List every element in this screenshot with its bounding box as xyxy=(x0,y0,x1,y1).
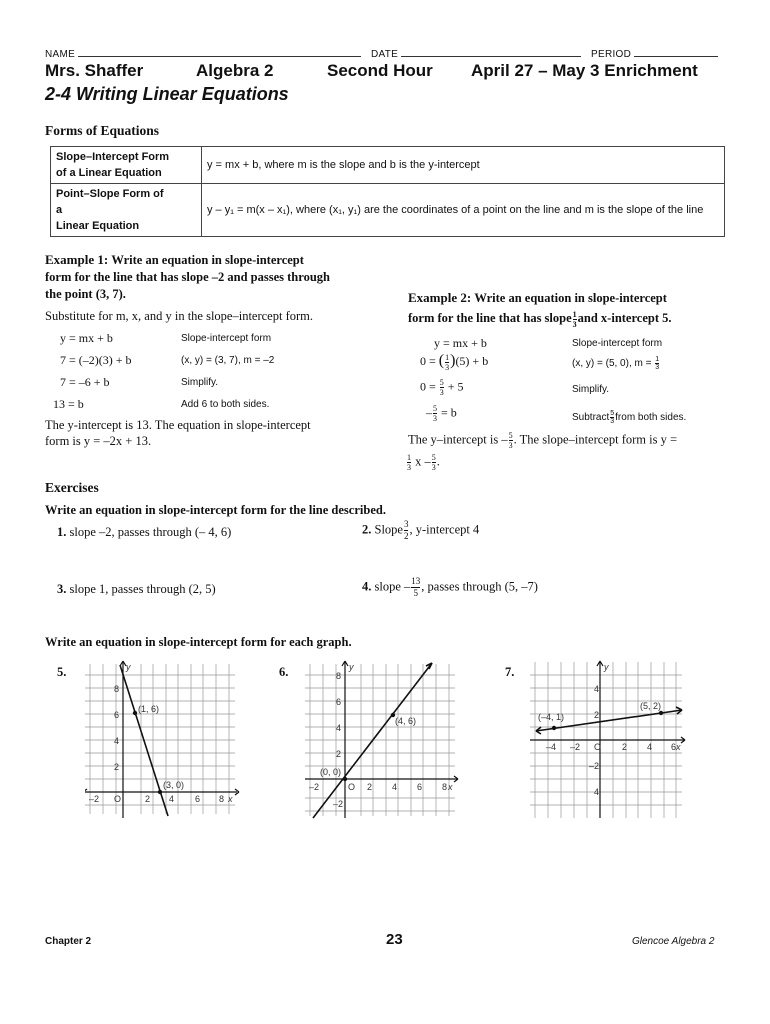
tick-label: 8 xyxy=(336,671,342,681)
fraction-denominator: 3 xyxy=(407,463,411,472)
form-name-cell xyxy=(51,147,202,184)
form-name-line: Slope–Intercept Form xyxy=(56,151,170,163)
page-number: 23 xyxy=(386,931,403,948)
example2-step-eq: y = mx + b xyxy=(434,336,487,350)
tick-label: 2 xyxy=(367,782,373,792)
axis-label-y: y xyxy=(349,662,354,672)
example2-step-eq xyxy=(420,378,464,397)
axis-label-y: y xyxy=(126,662,131,672)
fraction-numerator: 13 xyxy=(411,576,421,586)
graph-point xyxy=(158,790,162,794)
exercise-number: 1. xyxy=(57,525,67,539)
exercise-text: slope –2, passes through (– 4, 6) xyxy=(69,525,232,539)
example1-conclusion xyxy=(45,417,311,449)
week-title: April 27 – May 3 Enrichment xyxy=(471,61,698,80)
example1-prompt-line: form for the line that has slope –2 and passes through xyxy=(45,270,330,284)
exercise-text: , passes through (5, –7) xyxy=(421,579,538,594)
note-text: (x, y) = (5, 0), m = xyxy=(572,358,652,370)
period-blank xyxy=(634,47,718,57)
example2-prompt-text: and x-intercept 5. xyxy=(577,311,672,325)
exercise-number: 3. xyxy=(57,582,67,596)
example2-prompt-line: Write an equation in slope-intercept xyxy=(474,291,667,305)
conclusion-text: . The slope–intercept form is y = xyxy=(513,432,678,447)
eq-part: = b xyxy=(441,405,457,420)
tick-label: –2 xyxy=(589,761,600,771)
note-text: Subtract xyxy=(572,412,610,424)
name-field xyxy=(45,47,361,60)
axis-label-x: x xyxy=(228,794,233,804)
forms-row xyxy=(51,184,725,237)
tick-label: 2 xyxy=(145,794,151,804)
graph-axes xyxy=(305,661,458,818)
footer-publisher: Glencoe Algebra 2 xyxy=(632,936,715,947)
graph-7 xyxy=(530,660,690,820)
point-label: (3, 0) xyxy=(163,780,185,790)
fraction-denominator: 3 xyxy=(439,388,444,397)
graph-5 xyxy=(85,660,240,820)
tick-label: 8 xyxy=(114,684,120,694)
example1-label: Example 1: xyxy=(45,252,109,267)
example2-prompt-text: form for the line that has slope xyxy=(408,311,572,325)
eq-part: (5) + b xyxy=(455,354,489,368)
example2-step-eq xyxy=(426,404,457,423)
footer-chapter: Chapter 2 xyxy=(45,936,92,947)
tick-label: 6 xyxy=(195,794,201,804)
tick-label: 4 xyxy=(114,736,120,746)
date-field xyxy=(371,47,581,60)
tick-label: 8 xyxy=(219,794,225,804)
lesson-title: 2-4 Writing Linear Equations xyxy=(45,84,289,104)
example2-step-note xyxy=(572,410,686,425)
example1-step-note: Simplify. xyxy=(181,377,219,388)
fraction-numerator: 1 xyxy=(572,309,577,319)
example1-conclusion-line: form is y = –2x + 13. xyxy=(45,434,152,448)
fraction-numerator: 1 xyxy=(445,352,450,362)
conclusion-text: The y–intercept is – xyxy=(408,432,508,447)
point-label: (–4, 1) xyxy=(538,712,565,722)
tick-label: 8 xyxy=(442,782,448,792)
tick-label: –4 xyxy=(546,742,557,752)
tick-label: 2 xyxy=(114,762,120,772)
conclusion-text: x – xyxy=(415,454,431,469)
example1-step-note: (x, y) = (3, 7), m = –2 xyxy=(181,355,275,366)
fraction-denominator: 5 xyxy=(413,588,419,598)
eq-part: + 5 xyxy=(447,379,464,394)
exercise-text: slope 1, passes through (2, 5) xyxy=(69,582,216,596)
point-label: (0, 0) xyxy=(320,767,342,777)
origin-label: O xyxy=(114,794,122,804)
exercise-7-number: 7. xyxy=(505,665,515,679)
fraction-denominator: 3 xyxy=(445,362,450,372)
graph-point xyxy=(552,726,556,730)
fraction-numerator: 5 xyxy=(433,404,437,413)
exercise-3 xyxy=(57,582,216,597)
form-name-cell xyxy=(51,184,202,237)
axis-label-x: x xyxy=(448,782,453,792)
example2-step-note: Slope-intercept form xyxy=(572,338,663,349)
tick-label: 6 xyxy=(671,742,677,752)
fraction-denominator: 3 xyxy=(508,441,513,450)
exercise-6-number: 6. xyxy=(279,665,289,679)
example2-conclusion xyxy=(408,431,677,450)
example2-label: Example 2: xyxy=(408,290,472,305)
date-blank xyxy=(401,47,581,57)
class-hour: Second Hour xyxy=(327,61,433,80)
exercise-text: slope – xyxy=(374,579,411,594)
form-desc-cell: y = mx + b, where m is the slope and b is the y-intercept xyxy=(202,147,725,184)
exercise-1 xyxy=(57,525,231,540)
form-name-line: Point–Slope Form of xyxy=(56,188,164,200)
fraction-denominator: 3 xyxy=(433,414,437,423)
arrow-head xyxy=(676,707,682,710)
forms-table xyxy=(50,146,725,237)
example1-step-note: Add 6 to both sides. xyxy=(181,399,270,410)
tick-label: 4 xyxy=(336,723,342,733)
teacher-name: Mrs. Shaffer xyxy=(45,61,144,80)
graph-6 xyxy=(305,660,460,820)
name-blank xyxy=(78,47,361,57)
fraction-numerator: 1 xyxy=(655,356,660,363)
point-label: (1, 6) xyxy=(138,704,160,714)
form-name-line: of a Linear Equation xyxy=(56,167,162,179)
fraction-numerator: 5 xyxy=(439,378,444,387)
conclusion-text: . xyxy=(436,454,440,469)
example1-step-eq: y = mx + b xyxy=(60,331,113,345)
date-label: DATE xyxy=(371,49,399,60)
axis-label-x: x xyxy=(676,742,681,752)
course-name: Algebra 2 xyxy=(196,61,274,80)
graph-point xyxy=(659,711,663,715)
tick-label: –2 xyxy=(89,794,100,804)
eq-part: – xyxy=(426,405,432,420)
point-label: (5, 2) xyxy=(640,701,662,711)
graph-grid xyxy=(305,664,455,816)
example1-step-eq: 7 = (–2)(3) + b xyxy=(60,353,132,367)
exercises-heading: Exercises xyxy=(45,480,99,495)
graph-point xyxy=(343,777,347,781)
graph-line xyxy=(313,663,432,818)
forms-row xyxy=(51,147,725,184)
example1-step-note: Slope-intercept form xyxy=(181,333,272,344)
example1-prompt-line: the point (3, 7). xyxy=(45,287,126,301)
exercises-instruction: Write an equation in slope-intercept form for the line described. xyxy=(45,503,386,517)
graph-point xyxy=(133,711,137,715)
fraction-numerator: 3 xyxy=(403,519,409,529)
eq-part: 0 = xyxy=(420,379,436,394)
forms-heading: Forms of Equations xyxy=(45,123,160,138)
note-text: from both sides. xyxy=(615,412,687,424)
tick-label: 6 xyxy=(417,782,423,792)
fraction-denominator: 3 xyxy=(655,364,660,371)
graph-axes xyxy=(530,661,685,818)
period-field xyxy=(591,47,718,60)
origin-label: O xyxy=(348,782,356,792)
fraction-denominator: 3 xyxy=(610,418,615,425)
example2-step-note xyxy=(572,356,660,371)
tick-label: 6 xyxy=(336,697,342,707)
arrow-head xyxy=(536,731,541,734)
tick-label: 4 xyxy=(392,782,398,792)
example1-prompt-line: Write an equation in slope-intercept xyxy=(111,253,304,267)
period-label: PERIOD xyxy=(591,49,632,60)
form-desc-cell: y – y₁ = m(x – x₁), where (x₁, y₁) are the coordinates of a point on the line and m is the slope of the line xyxy=(202,184,725,237)
exercise-number: 4. xyxy=(362,579,372,594)
fraction-denominator: 3 xyxy=(572,319,577,329)
fraction-numerator: 1 xyxy=(407,453,411,462)
tick-label: –2 xyxy=(309,782,320,792)
eq-part: 0 = xyxy=(420,354,436,368)
tick-label: –2 xyxy=(333,799,344,809)
fraction-denominator: 2 xyxy=(403,531,409,541)
fraction-numerator: 5 xyxy=(431,453,436,462)
example2-step-eq: 0 = ( $\frac{1}{3}$ )(5) + b xyxy=(420,352,489,372)
example2-step-note: Simplify. xyxy=(572,384,610,395)
tick-label: 4 xyxy=(169,794,175,804)
exercise-5-number: 5. xyxy=(57,665,67,679)
point-label: (4, 6) xyxy=(395,716,417,726)
fraction-denominator: 3 xyxy=(431,463,436,472)
example1-step-eq: 7 = –6 + b xyxy=(60,375,110,389)
fraction-numerator: 5 xyxy=(610,410,615,417)
exercise-text: Slope xyxy=(374,522,403,537)
tick-label: 2 xyxy=(622,742,628,752)
tick-label: 2 xyxy=(336,749,342,759)
example2-prompt xyxy=(408,288,738,329)
axis-label-y: y xyxy=(604,662,609,672)
example1-conclusion-line: The y-intercept is 13. The equation in slope-intercept xyxy=(45,418,311,432)
graph-instruction: Write an equation in slope-intercept form for each graph. xyxy=(45,635,352,649)
tick-label: –2 xyxy=(570,742,581,752)
tick-label: 4 xyxy=(647,742,653,752)
example1-intro: Substitute for m, x, and y in the slope–intercept form. xyxy=(45,309,314,323)
tick-label: 6 xyxy=(114,710,120,720)
tick-label: 4 xyxy=(594,684,600,694)
exercise-4 xyxy=(362,576,538,599)
form-name-line: a xyxy=(56,204,63,216)
tick-label: 4 xyxy=(594,787,600,797)
fraction-numerator: 5 xyxy=(508,431,513,440)
example1-prompt xyxy=(45,251,375,303)
name-label: NAME xyxy=(45,49,76,60)
exercise-2 xyxy=(362,519,479,542)
example2-conclusion-line2 xyxy=(406,453,440,472)
form-name-line: Linear Equation xyxy=(56,220,140,232)
example1-step-eq: 13 = b xyxy=(53,397,84,411)
origin-label: O xyxy=(594,742,602,752)
tick-label: 2 xyxy=(594,710,600,720)
exercise-text: , y-intercept 4 xyxy=(409,522,480,537)
exercise-number: 2. xyxy=(362,522,372,537)
